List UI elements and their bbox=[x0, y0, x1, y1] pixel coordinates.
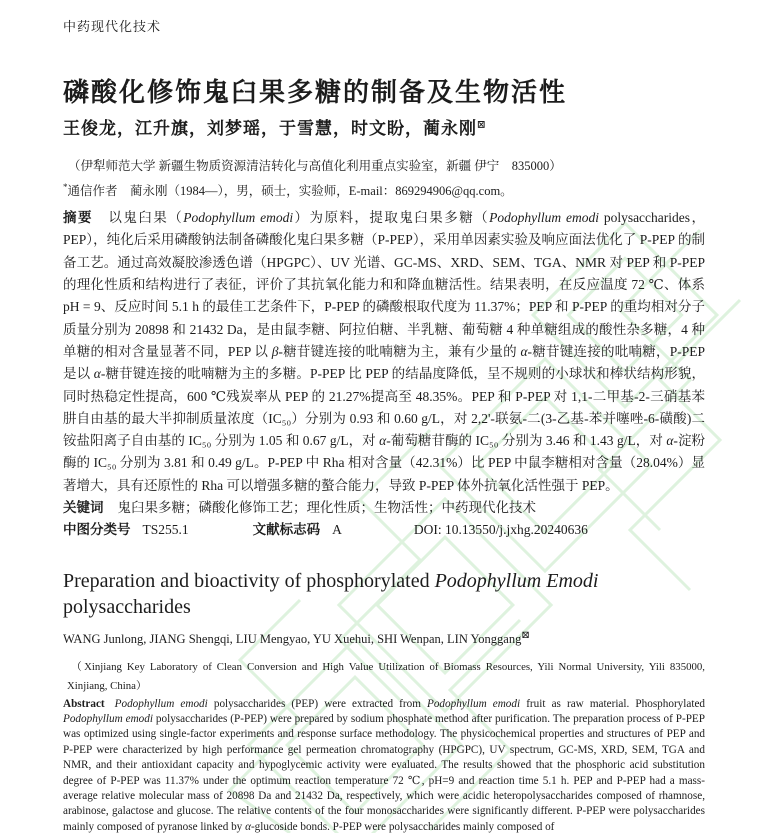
keywords-zh-label: 关键词 bbox=[63, 500, 104, 516]
doc-code-label: 文献标志码 bbox=[252, 522, 321, 538]
classification-line bbox=[63, 519, 705, 541]
clc-number: TS255.1 bbox=[142, 522, 189, 538]
abstract-zh-text: 以鬼臼果（Podophyllum emodi）为原料，提取鬼臼果多糖（Podophyllum emodi polysaccharides，PEP），纯化后采用磷酸钠法制备磷酸化鬼臼果多糖（P-PEP），采用单因素实验及响应面法优化了 P-PEP 的制备工艺。通过高效凝胶渗透色谱（HPGPC）、UV 光谱、GC-MS、XRD、SEM、TGA、NMR 对 PEP 和 P-PEP 的理化性质和结构进行了表征，评价了其抗氧化能力和和降血糖活性。结果表明，在反应温度 72 ℃、体系 pH = 9、反应时间 5.1 h 的最佳工艺条件下，P-PEP 的磷酸根取代度为 11.37%；PEP 和 P-PEP 的重均相对分子质量分别为 20898 和 21432 Da，是由鼠李糖、阿拉伯糖、半乳糖、葡萄糖 4 种单糖组成的酸性杂多糖，4 种单糖的相对含量显著不同，PEP 以 β-糖苷键连接的吡喃糖为主，兼有少量的 α-糖苷键连接的吡喃糖，P-PEP 是以 α-糖苷键连接的吡喃糖为主的多糖。P-PEP 比 PEP 的结晶度降低，呈不规则的小球状和棒状结构形貌，同时热稳定性提高，600 ℃残炭率从 PEP 的 21.27%提高至 48.35%。PEP 和 P-PEP 对 1,1-二甲基-2-三硝基苯肼自由基的最大半抑制质量浓度（IC₅₀）分别为 0.93 和 0.60 g/L，对 2,2'-联氨-二(3-乙基-苯并噻唑-6-磺酸)二铵盐阳离子自由基的 IC₅₀ 分别为 1.05 和 0.67 g/L，对 α-葡萄糖苷酶的 IC₅₀ 分别为 3.46 和 1.43 g/L，对 α-淀粉酶的 IC₅₀ 分别为 3.81 和 0.49 g/L。P-PEP 中 Rha 相对含量（42.31%）比 PEP 中鼠李糖相对含量（28.04%）显著增大，具有还原性的 Rha 可以增强多糖的螯合能力，导致 P-PEP 体外抗氧化活性强于 PEP。 bbox=[63, 210, 706, 493]
corresponding-author-text: 通信作者 蔺永刚（1984—），男，硕士，实验师，E-mail：869294906@qq.com。 bbox=[67, 184, 513, 199]
keywords-zh-text: 鬼臼果多糖；磷酸化修饰工艺；理化性质；生物活性；中药现代化技术 bbox=[117, 500, 536, 516]
authors-en bbox=[63, 631, 705, 648]
footnote-star: * bbox=[63, 182, 68, 192]
doi-text: DOI: 10.13550/j.jxhg.20240636 bbox=[413, 522, 588, 538]
keywords-zh bbox=[63, 497, 705, 519]
authors-en-names: WANG Junlong, JIANG Shengqi, LIU Mengyao, YU Xuehui, SHI Wenpan, LIN Yonggang bbox=[63, 631, 522, 646]
envelope-icon: ⊠ bbox=[477, 119, 487, 131]
authors-zh-names: 王俊龙，江升旗，刘梦瑶，于雪慧，时文盼，蔺永刚 bbox=[63, 119, 477, 138]
abstract-en-label: Abstract bbox=[63, 697, 105, 710]
article-title-en: Preparation and bioactivity of phosphorylated Podophyllum Emodi polysaccharides bbox=[63, 569, 599, 618]
authors-zh bbox=[63, 117, 705, 141]
abstract-zh bbox=[63, 207, 705, 497]
abstract-zh-label: 摘要 bbox=[63, 210, 93, 226]
abstract-en-text: Podophyllum emodi polysaccharides (PEP) were extracted from Podophyllum emodi fruit as raw material. Phosphorylated Podophyllum emodi polysaccharides (P-PEP) were prepared by sodium phosphate method after purification. The preparation process of P-PEP was optimized using single-factor experiments and response surface methodology. The physicochemical properties and structures of PEP and P-PEP were characterized by high performance gel permeation chromatography (HPGPC), UV spectrum, GC-MS, XRD, SEM, TGA and NMR, and their antioxidant capacity and hypoglycemic activity were evaluated. The results showed that the phosphoric acid substitution degree of P-PEP was 11.37% under the optimum reaction temperature 72 ℃, pH=9 and reaction time 5.1 h. PEP and P-PEP had a mass-average relative molecular mass of 20898 Da and 21432 Da, respectively, which were acidic heteropolysaccharides composed of rhamnose, arabinose, galactose and glucose. The relative contents of the four monosaccharides were significantly different. P-PEP were polysaccharides mainly composed of pyranose linked by α-glucoside bonds. P-PEP were polysaccharides mainly composed of bbox=[63, 697, 706, 833]
abstract-en bbox=[63, 697, 705, 833]
journal-column-header: 中药现代化技术 bbox=[63, 19, 162, 34]
clc-label: 中图分类号 bbox=[63, 522, 131, 538]
article-title-zh: 磷酸化修饰鬼臼果多糖的制备及生物活性 bbox=[63, 77, 568, 107]
envelope-icon: ⊠ bbox=[521, 629, 530, 641]
affiliation-zh: （伊犁师范大学 新疆生物质资源清洁转化与高值化利用重点实验室，新疆 伊宁 835000） bbox=[68, 159, 562, 173]
corresponding-author-note bbox=[63, 179, 705, 200]
affiliation-en: （Xinjiang Key Laboratory of Clean Conversion and High Value Utilization of Biomass Resources, Yili Normal University, Yili 835000, Xinjiang, China） bbox=[67, 660, 705, 692]
doc-code-value: A bbox=[332, 522, 342, 538]
